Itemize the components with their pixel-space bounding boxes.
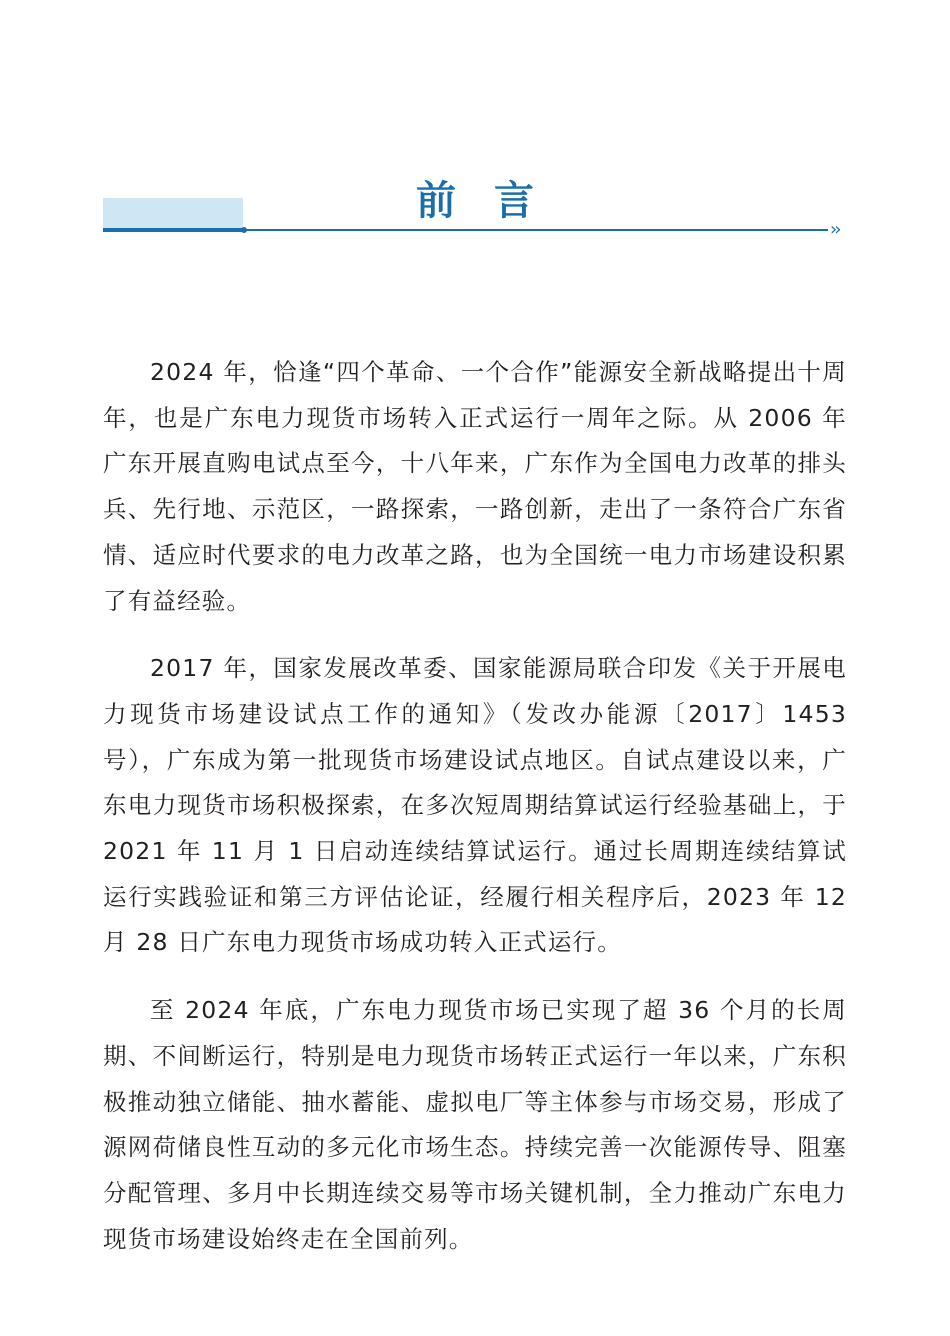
header-rule-dot <box>241 227 247 233</box>
section-header <box>0 0 950 260</box>
paragraph-2: 2017 年，国家发展改革委、国家能源局联合印发《关于开展电力现货市场建设试点工作的通知》（发改办能源〔2017〕1453 号），广东成为第一批现货市场建设试点地区。自试点建设以来，广东电力现货市场积极探索，在多次短周期结算试运行经验基础上，于 2021 年 11 月 1 日启动连续结算试运行。通过长周期连续结算试运行实践验证和第三方评估论证，经履行相关程序后，2023 年 12 月 28 日广东电力现货市场成功转入正式运行。 <box>103 654 847 957</box>
double-chevron-right-icon: ›› <box>830 219 839 240</box>
preface-body <box>103 350 847 1284</box>
paragraph-1: 2024 年，恰逢“四个革命、一个合作”能源安全新战略提出十周年，也是广东电力现货市场转入正式运行一周年之际。从 2006 年广东开展直购电试点至今，十八年来，广东作为全国电力改革的排头兵、先行地、示范区，一路探索，一路创新，走出了一条符合广东省情、适应时代要求的电力改革之路，也为全国统一电力市场建设积累了有益经验。 <box>103 358 847 615</box>
paragraph-3: 至 2024 年底，广东电力现货市场已实现了超 36 个月的长周期、不间断运行，特别是电力现货市场转正式运行一年以来，广东积极推动独立储能、抽水蓄能、虚拟电厂等主体参与市场交易，形成了源网荷储良性互动的多元化市场生态。持续完善一次能源传导、阻塞分配管理、多月中长期连续交易等市场关键机制，全力推动广东电力现货市场建设始终走在全国前列。 <box>103 996 847 1253</box>
header-accent-block <box>103 198 243 230</box>
page-title: 前言 <box>416 177 572 224</box>
header-rule-accent <box>103 228 243 232</box>
